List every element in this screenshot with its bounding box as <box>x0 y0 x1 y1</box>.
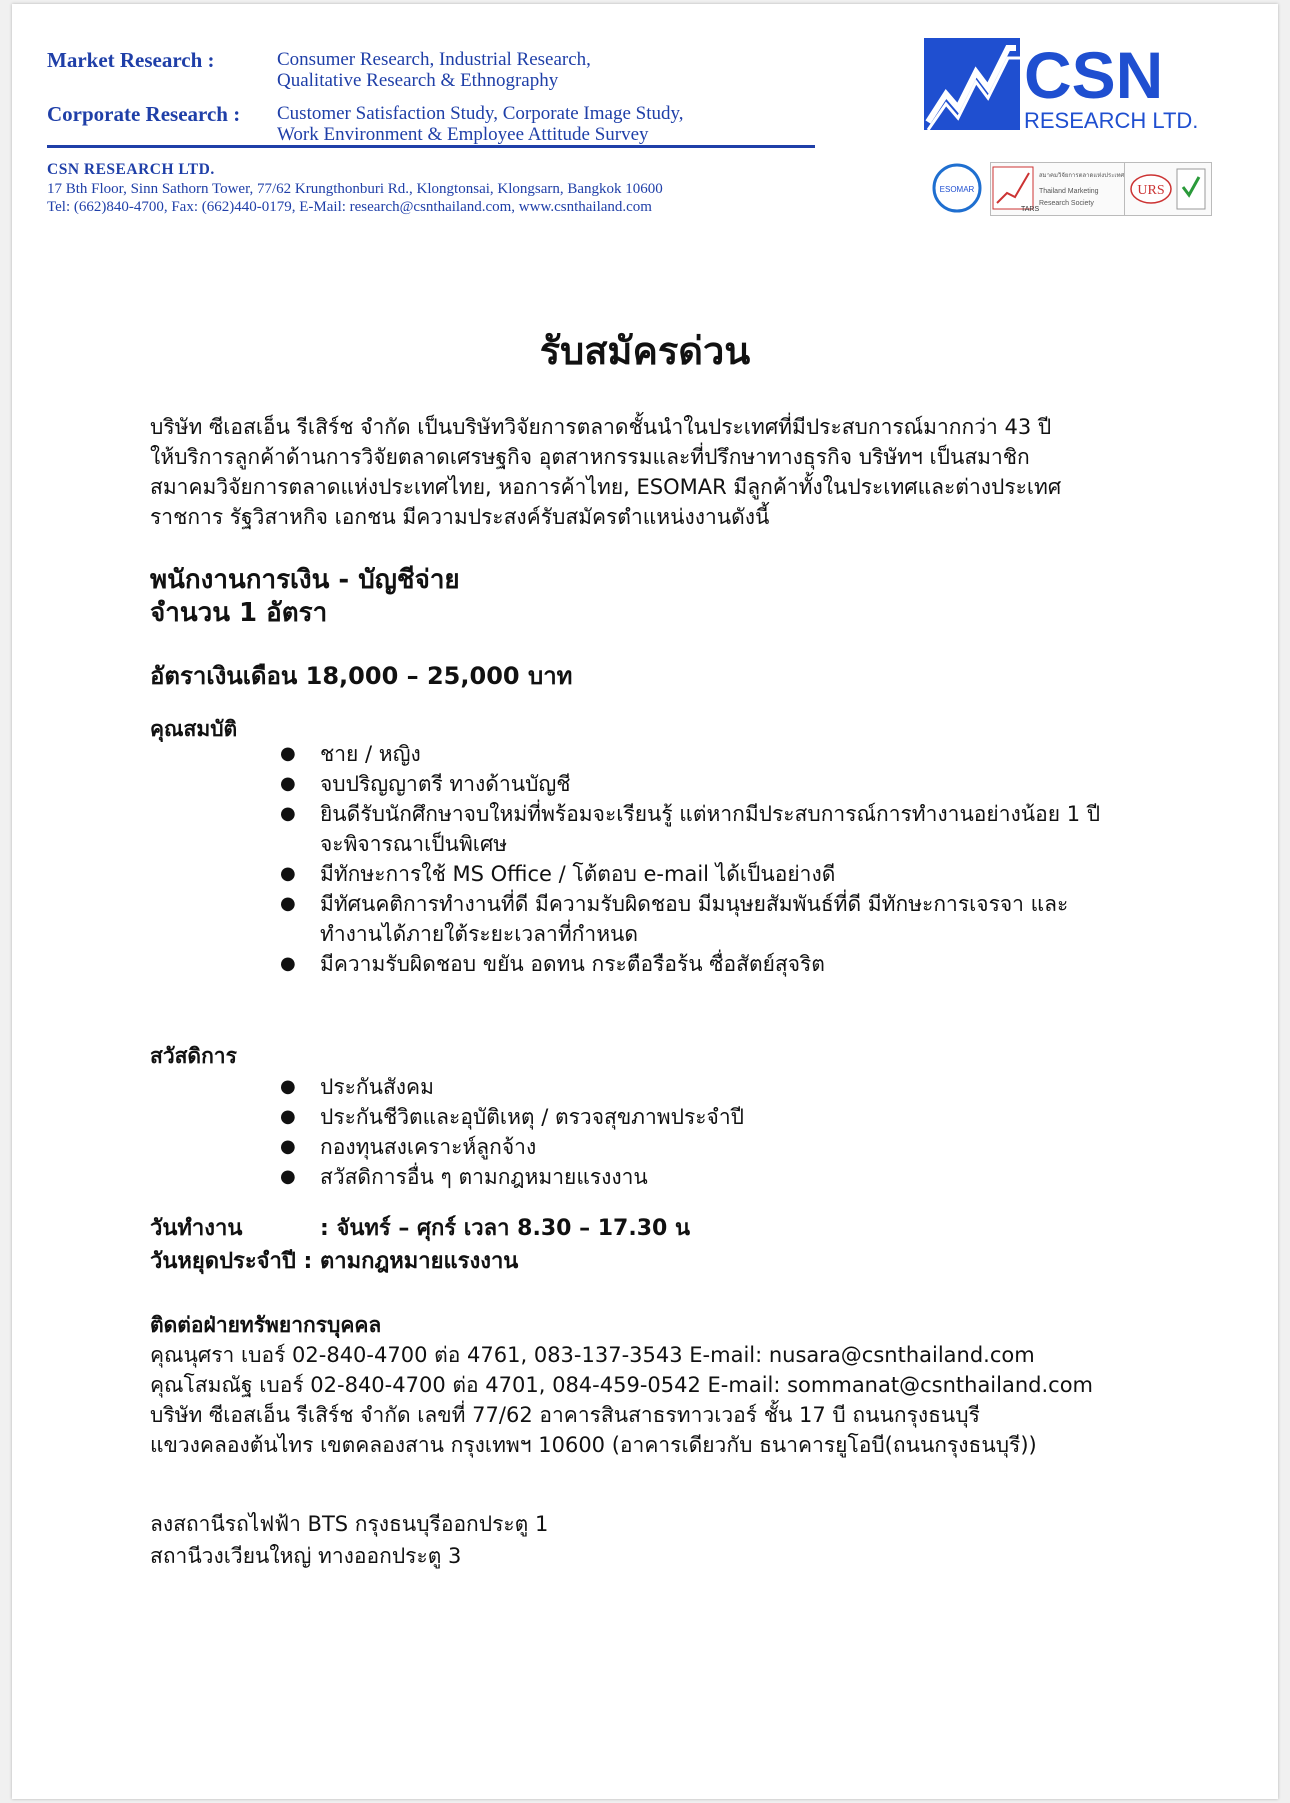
list-item: ● มีทักษะการใช้ MS Office / โต้ตอบ e-mail ได้เป็นอย่างดี <box>280 862 836 886</box>
list-item: ● ชาย / หญิง <box>280 742 421 766</box>
market-research-line1: Consumer Research, Industrial Research, <box>277 49 591 70</box>
logo-main-text: CSN <box>1024 38 1164 112</box>
contact-heading: ติดต่อฝ่ายทรัพยากรบุคคล <box>150 1313 382 1337</box>
salary-range: อัตราเงินเดือน 18,000 – 25,000 บาท <box>150 662 573 690</box>
list-item: ● สวัสดิการอื่น ๆ ตามกฎหมายแรงงาน <box>280 1165 648 1189</box>
company-address: 17 Bth Floor, Sinn Sathorn Tower, 77/62 Krungthonburi Rd., Klongtonsai, Klongsarn, Bangkok 10600 <box>47 180 663 197</box>
qualifications-heading: คุณสมบัติ <box>150 717 238 741</box>
list-item: ● ประกันสังคม <box>280 1075 434 1099</box>
svg-text:สมาคมวิจัยการตลาดแห่งประเทศไทย: สมาคมวิจัยการตลาดแห่งประเทศไทย <box>1039 172 1135 179</box>
list-item: ● ยินดีรับนักศึกษาจบใหม่ที่พร้อมจะเรียนรู้ แต่หากมีประสบการณ์การทำงานอย่างน้อย 1 ปี <box>280 802 1101 826</box>
hr-contact <box>150 1310 1093 1460</box>
svg-text:Thailand Marketing: Thailand Marketing <box>1039 188 1099 195</box>
logo-sub-text: RESEARCH LTD. <box>1024 108 1199 133</box>
market-research-label: Market Research : <box>47 48 215 72</box>
market-research-line2: Qualitative Research & Ethnography <box>277 70 559 91</box>
corporate-research-line2: Work Environment & Employee Attitude Survey <box>277 124 649 145</box>
svg-text:URS: URS <box>1137 183 1165 198</box>
company-info <box>47 161 663 217</box>
urs-certification-logo <box>1124 162 1212 216</box>
contact-line: คุณโสมณัฐ เบอร์ 02-840-4700 ต่อ 4701, 084-459-0542 E-mail: sommanat@csnthailand.com <box>150 1373 1094 1397</box>
list-item: ● กองทุนสงเคราะห์ลูกจ้าง <box>280 1135 537 1159</box>
position-block <box>150 564 460 630</box>
annual-holiday: วันหยุดประจำปี : ตามกฎหมายแรงงาน <box>150 1249 519 1274</box>
list-item-continuation: ทำงานได้ภายใต้ระยะเวลาที่กำหนด <box>320 922 639 946</box>
csn-logo <box>924 34 1204 134</box>
position-title: พนักงานการเงิน - บัญชีจ่าย <box>150 565 460 595</box>
company-name: CSN RESEARCH LTD. <box>47 161 215 178</box>
list-item: ● มีทัศนคติการทำงานที่ดี มีความรับผิดชอบ มีมนุษยสัมพันธ์ที่ดี มีทักษะการเจรจา และ <box>280 892 1069 916</box>
svg-text:ESOMAR: ESOMAR <box>939 185 975 194</box>
qualifications-list <box>272 739 1172 979</box>
header-divider <box>47 145 815 148</box>
contact-line: บริษัท ซีเอสเอ็น รีเสิร์ช จำกัด เลขที่ 77/62 อาคารสินสาธรทาวเวอร์ ชั้น 17 บี ถนนกรุงธนบุรี <box>150 1403 980 1427</box>
corporate-research-line1: Customer Satisfaction Study, Corporate Image Study, <box>277 103 684 124</box>
svg-text:TARS: TARS <box>1021 206 1040 213</box>
corporate-research-label: Corporate Research : <box>47 102 241 126</box>
contact-line: คุณนุศรา เบอร์ 02-840-4700 ต่อ 4761, 083-137-3543 E-mail: nusara@csnthailand.com <box>150 1343 1035 1367</box>
list-item: ● ประกันชีวิตและอุบัติเหตุ / ตรวจสุขภาพประจำปี <box>280 1105 744 1129</box>
intro-line: บริษัท ซีเอสเอ็น รีเสิร์ช จำกัด เป็นบริษัทวิจัยการตลาดชั้นนำในประเทศที่มีประสบการณ์มากกว่า 43 ปี <box>150 415 1052 439</box>
list-item-continuation: จะพิจารณาเป็นพิเศษ <box>320 832 508 856</box>
benefits-list <box>272 1072 1172 1192</box>
travel-line: สถานีวงเวียนใหญ่ ทางออกประตู 3 <box>150 1544 462 1568</box>
job-posting-page <box>12 4 1278 1799</box>
travel-line: ลงสถานีรถไฟฟ้า BTS กรุงธนบุรีออกประตู 1 <box>150 1512 549 1536</box>
list-item: ● จบปริญญาตรี ทางด้านบัญชี <box>280 772 571 796</box>
company-introduction <box>150 412 1160 532</box>
intro-line: สมาคมวิจัยการตลาดแห่งประเทศไทย, หอการค้าไทย, ESOMAR มีลูกค้าทั้งในประเทศและต่างประเทศ <box>150 475 1062 499</box>
position-count: จำนวน 1 อัตรา <box>150 598 328 628</box>
work-schedule <box>150 1212 690 1278</box>
work-days-value: : จันทร์ – ศุกร์ เวลา 8.30 – 17.30 น <box>320 1216 691 1241</box>
svg-text:Research Society: Research Society <box>1039 200 1094 207</box>
page-title: รับสมัครด่วน <box>539 329 751 373</box>
travel-directions <box>150 1508 548 1572</box>
esomar-logo <box>931 162 983 214</box>
intro-line: ให้บริการลูกค้าด้านการวิจัยตลาดเศรษฐกิจ อุตสาหกรรมและที่ปรึกษาทางธุรกิจ บริษัทฯ เป็นสมาชิก <box>150 445 1030 469</box>
company-contact: Tel: (662)840-4700, Fax: (662)440-0179, E-Mail: research@csnthailand.com, www.csnthailand.com <box>47 199 652 215</box>
contact-line: แขวงคลองต้นไทร เขตคลองสาน กรุงเทพฯ 10600 (อาคารเดียวกับ ธนาคารยูโอบี(ถนนกรุงธนบุรี)) <box>150 1433 1037 1457</box>
intro-line: ราชการ รัฐวิสาหกิจ เอกชน มีความประสงค์รับสมัครตำแหน่งงานดังนี้ <box>150 505 770 529</box>
list-item: ● มีความรับผิดชอบ ขยัน อดทน กระตือรือร้น ซื่อสัตย์สุจริต <box>280 952 825 976</box>
benefits-heading: สวัสดิการ <box>150 1044 237 1068</box>
work-days-label: วันทำงาน <box>150 1216 243 1241</box>
